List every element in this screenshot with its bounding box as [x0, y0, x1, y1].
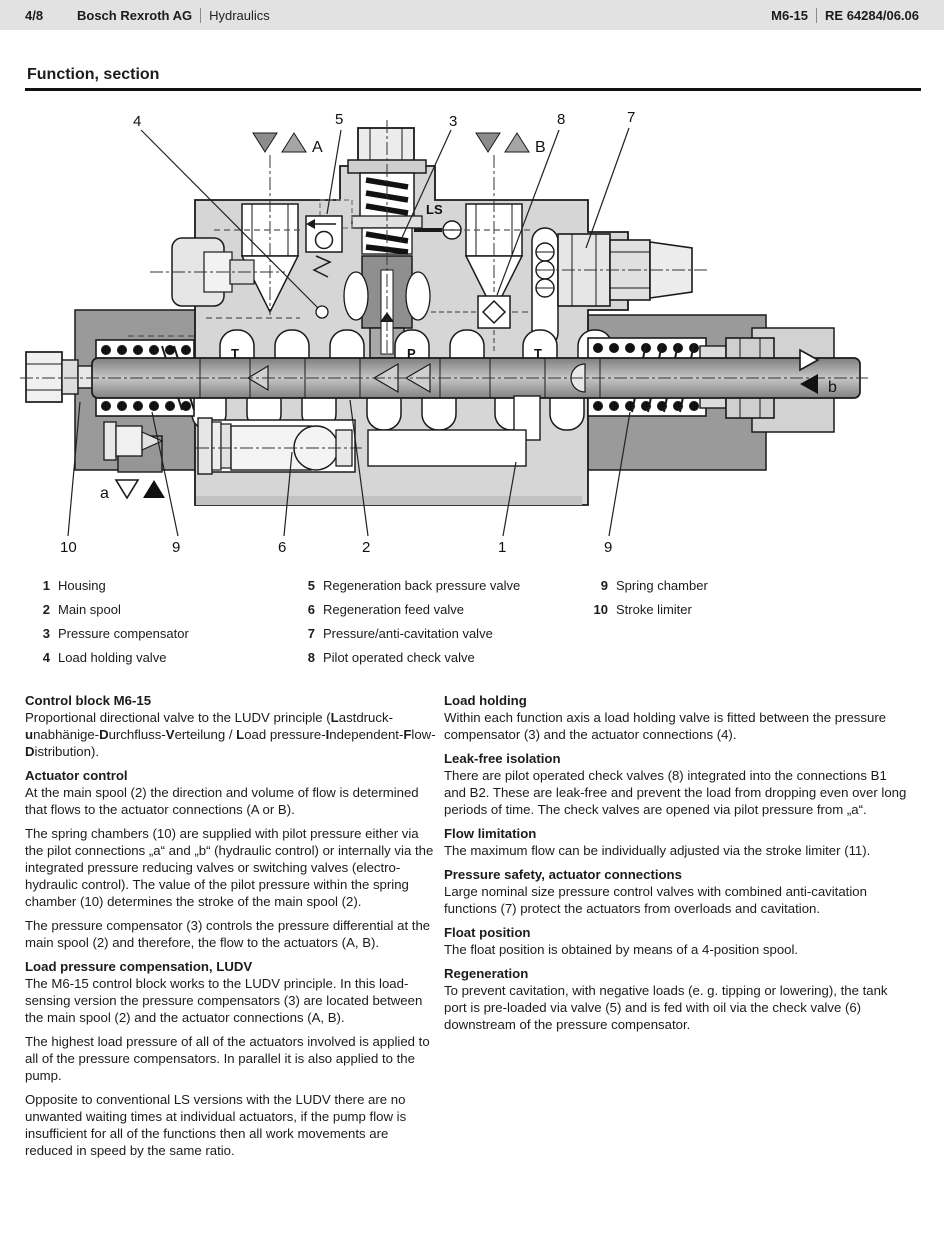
- header-divider: [200, 8, 201, 23]
- text-column-right: [444, 692, 908, 1040]
- paragraph: The float position is obtained by means of a 4-position spool.: [444, 942, 799, 957]
- paragraph: To prevent cavitation, with negative loads (e. g. tipping or lowering), the tank port is pre-loaded via valve (5) and is fed with oil via the check valve (6) downstream of the pressure compensator.: [444, 983, 888, 1032]
- legend-num: 5: [307, 578, 315, 593]
- page-header: [0, 0, 944, 30]
- section-heading: Load pressure compensation, LUDV: [25, 959, 253, 974]
- callout-8: 8: [557, 111, 566, 128]
- page-number: 4/8: [25, 7, 44, 23]
- port-a-label: A: [312, 139, 323, 156]
- port-b-up-triangle-icon: [505, 133, 529, 152]
- legend-num: 1: [42, 578, 50, 593]
- legend-label: Regeneration feed valve: [323, 602, 464, 617]
- port-a-down-triangle-icon: [253, 133, 277, 152]
- section-heading: Leak-free isolation: [444, 751, 561, 766]
- legend-label: Spring chamber: [616, 578, 708, 593]
- port-a-up-triangle-icon: [282, 133, 306, 152]
- section-heading: Control block M6-15: [25, 693, 152, 708]
- legend-item: [30, 602, 121, 617]
- legend-label: Main spool: [58, 602, 121, 617]
- ls-label: LS: [426, 202, 443, 217]
- legend-num: 3: [42, 626, 50, 641]
- legend-label: Pilot operated check valve: [323, 650, 475, 665]
- legend-item: [295, 626, 493, 641]
- callout-6: 6: [278, 539, 287, 556]
- callout-4: 4: [133, 113, 142, 130]
- legend-num: 10: [593, 602, 608, 617]
- spool-label-t2: T: [534, 346, 542, 361]
- legend-label: Load holding valve: [58, 650, 167, 665]
- callout-7: 7: [627, 109, 636, 126]
- check-ball: [316, 306, 328, 318]
- paragraph: Large nominal size pressure control valves with combined anti-cavitation functions (7) protect the actuators from overloads and cavitation.: [444, 884, 867, 916]
- paragraph: The pressure compensator (3) controls the pressure differential at the main spool (2) and therefore, the flow to the actuators (A, B).: [25, 918, 431, 950]
- title-rule: [25, 88, 921, 91]
- legend-label: Housing: [58, 578, 106, 593]
- section-heading: Actuator control: [25, 768, 128, 783]
- section-heading: Flow limitation: [444, 826, 537, 841]
- legend-num: 7: [307, 626, 315, 641]
- header-divider: [816, 8, 817, 23]
- spool-label-t1: T: [231, 346, 239, 361]
- paragraph: Proportional directional valve to the LUDV principle (Lastdruck-unabhänige-Durchfluss-Verteilung / Load pressure-Independent-Flow-Distribution).: [25, 710, 436, 759]
- legend-item: [295, 650, 475, 665]
- paragraph: There are pilot operated check valves (8) integrated into the connections B1 and B2. These are leak-free and prevent the load from dropping even over long periods of time. The check valves are opened via pilot pressure from „a“.: [444, 768, 907, 817]
- pilot-a-open-triangle-icon: [116, 480, 138, 498]
- section-heading: Pressure safety, actuator connections: [444, 867, 682, 882]
- legend-item: [588, 578, 708, 593]
- callout-10: 10: [60, 539, 77, 556]
- paragraph: At the main spool (2) the direction and volume of flow is determined that flows to the actuator connections (A or B).: [25, 785, 419, 817]
- legend-label: Pressure compensator: [58, 626, 189, 641]
- legend-item: [588, 602, 692, 617]
- callout-1: 1: [498, 539, 507, 556]
- callout-9-left: 9: [172, 539, 181, 556]
- paragraph: Within each function axis a load holding valve is fitted between the pressure compensator (3) and the actuator connections (4).: [444, 710, 887, 742]
- document-number: RE 64284/06.06: [825, 7, 919, 23]
- paragraph: Opposite to conventional LS versions with the LUDV there are no unwanted waiting times at individual actuators, if the pump flow is insufficient for all of the functions then all work movements are reduced in speed by the same ratio.: [25, 1092, 407, 1158]
- section-title: Function, section: [27, 66, 160, 83]
- pilot-a-filled-triangle-icon: [143, 480, 165, 498]
- section-heading: Regeneration: [444, 966, 529, 981]
- legend-item: [30, 578, 106, 593]
- legend-label: Pressure/anti-cavitation valve: [323, 626, 493, 641]
- port-b-label: B: [535, 139, 546, 156]
- housing-foot-shade: [196, 496, 582, 505]
- paragraph: The highest load pressure of all of the actuators involved is applied to all of the pressure compensators. In parallel it is also applied to the pump.: [25, 1034, 430, 1083]
- company-name: Bosch Rexroth AG: [77, 7, 193, 23]
- paragraph: The spring chambers (10) are supplied with pilot pressure either via the pilot connections „a“ and „b“ (hydraulic control) or internally via the integrated pressure reducing valves or switching valves (electro-hydraulic control). The value of the pilot pressure within the spring chamber (10) determines the stroke of the main spool (2).: [25, 826, 434, 909]
- legend-item: [30, 626, 189, 641]
- valve-section-diagram: [0, 100, 944, 560]
- port-b-down-triangle-icon: [476, 133, 500, 152]
- paragraph: The M6-15 control block works to the LUDV principle. In this load-sensing version the pressure compensators (3) are located between the main spool (2) and the actuator connections (A, B).: [25, 976, 423, 1025]
- legend-item: [295, 602, 464, 617]
- section-heading: Load holding: [444, 693, 527, 708]
- section-heading: Float position: [444, 925, 531, 940]
- callout-9-right: 9: [604, 539, 613, 556]
- legend-num: 8: [307, 650, 315, 665]
- legend-num: 2: [42, 602, 50, 617]
- text-column-left: [25, 692, 437, 1166]
- compensator-left-chamber: [344, 272, 368, 320]
- division-name: Hydraulics: [209, 7, 270, 23]
- compensator-hex-head: [358, 128, 414, 162]
- callout-2: 2: [362, 539, 371, 556]
- pilot-b-label: b: [828, 379, 837, 396]
- legend-label: Regeneration back pressure valve: [323, 578, 521, 593]
- compensator-right-chamber: [406, 272, 430, 320]
- model-number: M6-15: [771, 7, 809, 23]
- legend-label: Stroke limiter: [616, 602, 692, 617]
- spool-label-p: P: [407, 346, 416, 361]
- legend-num: 9: [600, 578, 608, 593]
- callout-3: 3: [449, 113, 458, 130]
- legend-item: [295, 578, 520, 593]
- return-channel: [368, 430, 526, 466]
- legend-item: [30, 650, 166, 665]
- legend-num: 4: [42, 650, 50, 665]
- legend-num: 6: [307, 602, 315, 617]
- callout-5: 5: [335, 111, 344, 128]
- paragraph: The maximum flow can be individually adjusted via the stroke limiter (11).: [444, 843, 871, 858]
- pilot-a-label: a: [100, 485, 109, 502]
